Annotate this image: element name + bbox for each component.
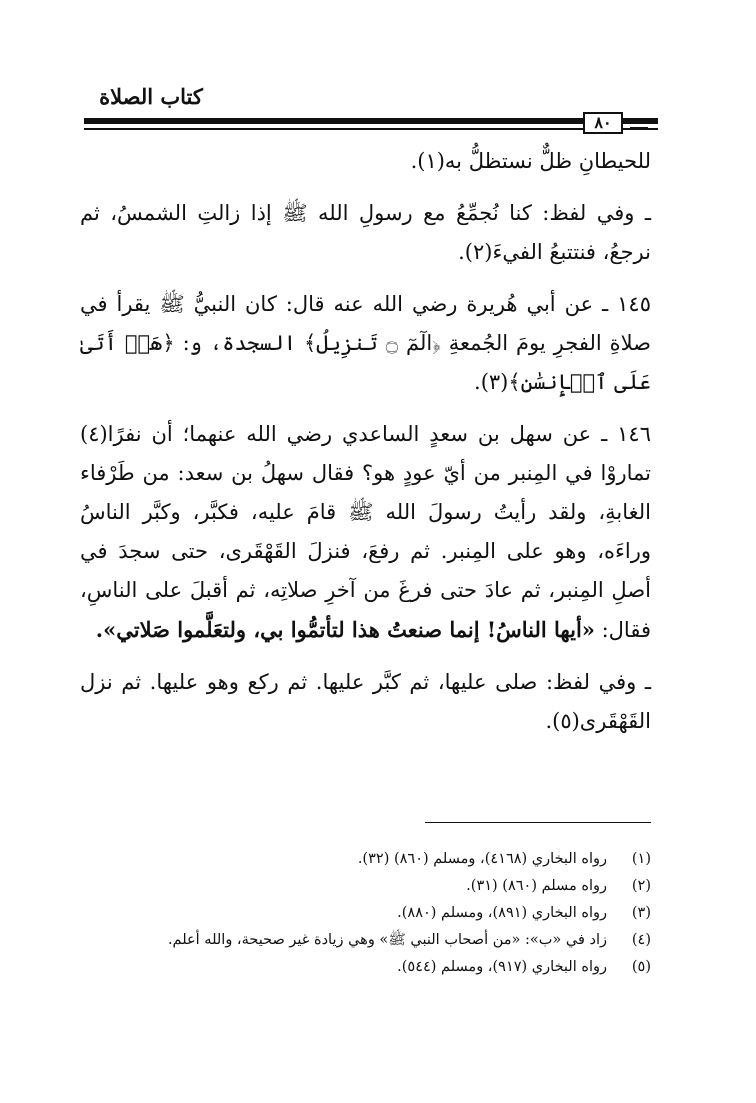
footnote-4 bbox=[100, 927, 651, 954]
footnotes bbox=[100, 846, 651, 981]
footnote-number: (٢) bbox=[631, 878, 651, 894]
footnote-5 bbox=[100, 954, 651, 981]
footnote-text: رواه البخاري (٨٩١)، ومسلم (٨٨٠). bbox=[397, 905, 607, 921]
footnote-separator bbox=[425, 822, 651, 823]
footnote-text: رواه مسلم (٨٦٠) (٣١). bbox=[466, 878, 607, 894]
page-number-rule-bottom bbox=[630, 127, 648, 129]
footnote-text: زاد في «ب»: «من أصحاب النبي ﷺ» وهي زيادة غير صحيحة، والله أعلم. bbox=[167, 932, 607, 948]
footnote-number: (٤) bbox=[631, 932, 651, 948]
main-text bbox=[80, 142, 651, 754]
footnote-number: (٥) bbox=[631, 959, 651, 975]
header-rule-thick bbox=[84, 118, 658, 124]
paragraph-continuation: للحيطانِ ظلٌّ نستظلُّ به(١). bbox=[410, 149, 651, 173]
footnote-text: رواه البخاري (٤١٦٨)، ومسلم (٨٦٠) (٣٢). bbox=[357, 851, 607, 867]
footnote-number: (٣) bbox=[631, 905, 651, 921]
hadith-146-text: ١٤٦ ـ عن سهل بن سعدٍ الساعدي رضي الله عنهما؛ أن نفرًا(٤) تماروْا في المِنبر من أيّ عودٍ هو؟ فقال سهلُ بن سعد: من طَرْفاء الغابةِ، ولقد رأيتُ رسولَ الله ﷺ قامَ عليه، فكبَّر، وكبَّر الناسُ وراءَه، وهو على المِنبر. ثم رفعَ، فنزلَ القَهْقَرى، حتى سجدَ في أصلِ المِنبر، ثم عادَ حتى فرغَ من آخرِ صلاتِه، ثم أقبلَ على الناسِ، فقال: bbox=[80, 422, 651, 642]
footnote-2 bbox=[100, 873, 651, 900]
footnote-number: (١) bbox=[631, 851, 651, 867]
paragraph-alternate-wording-1: ـ وفي لفظ: كنا نُجمِّعُ مع رسولِ الله ﷺ إذا زالتِ الشمسُ، ثم نرجعُ، فنتتبعُ الفيءَ(٢). bbox=[80, 201, 651, 264]
running-title: كتاب الصلاة bbox=[99, 84, 203, 109]
header-rule-thin bbox=[84, 128, 658, 130]
hadith-146 bbox=[80, 415, 651, 650]
footnote-text: رواه البخاري (٩١٧)، ومسلم (٥٤٤). bbox=[397, 959, 607, 975]
paragraph-alternate-wording-2: ـ وفي لفظ: صلى عليها، ثم كبَّر عليها. ثم ركع وهو عليها. ثم نزل القَهْقَرى(٥). bbox=[80, 670, 651, 733]
page-number-rule-top bbox=[630, 118, 648, 123]
hadith-146-quote: «أيها الناسُ! إنما صنعتُ هذا لتأتمُّوا بي، ولتعَلَّموا صَلاتي». bbox=[95, 617, 595, 642]
footnote-3 bbox=[100, 900, 651, 927]
footnote-1 bbox=[100, 846, 651, 873]
hadith-145: ١٤٥ ـ عن أبي هُريرة رضي الله عنه قال: كان النبيُّ ﷺ يقرأ في صلاةِ الفجرِ يومَ الجُمعةِ ﴿الٓمٓ ۝ تَنزِيلُ﴾ السجدة، و: ﴿هَلۡ أَتَىٰ عَلَى ٱلۡإِنسَٰنِ﴾(٣). bbox=[80, 292, 651, 394]
page-number: ٨٠ bbox=[583, 112, 623, 134]
header-rule bbox=[84, 118, 658, 134]
